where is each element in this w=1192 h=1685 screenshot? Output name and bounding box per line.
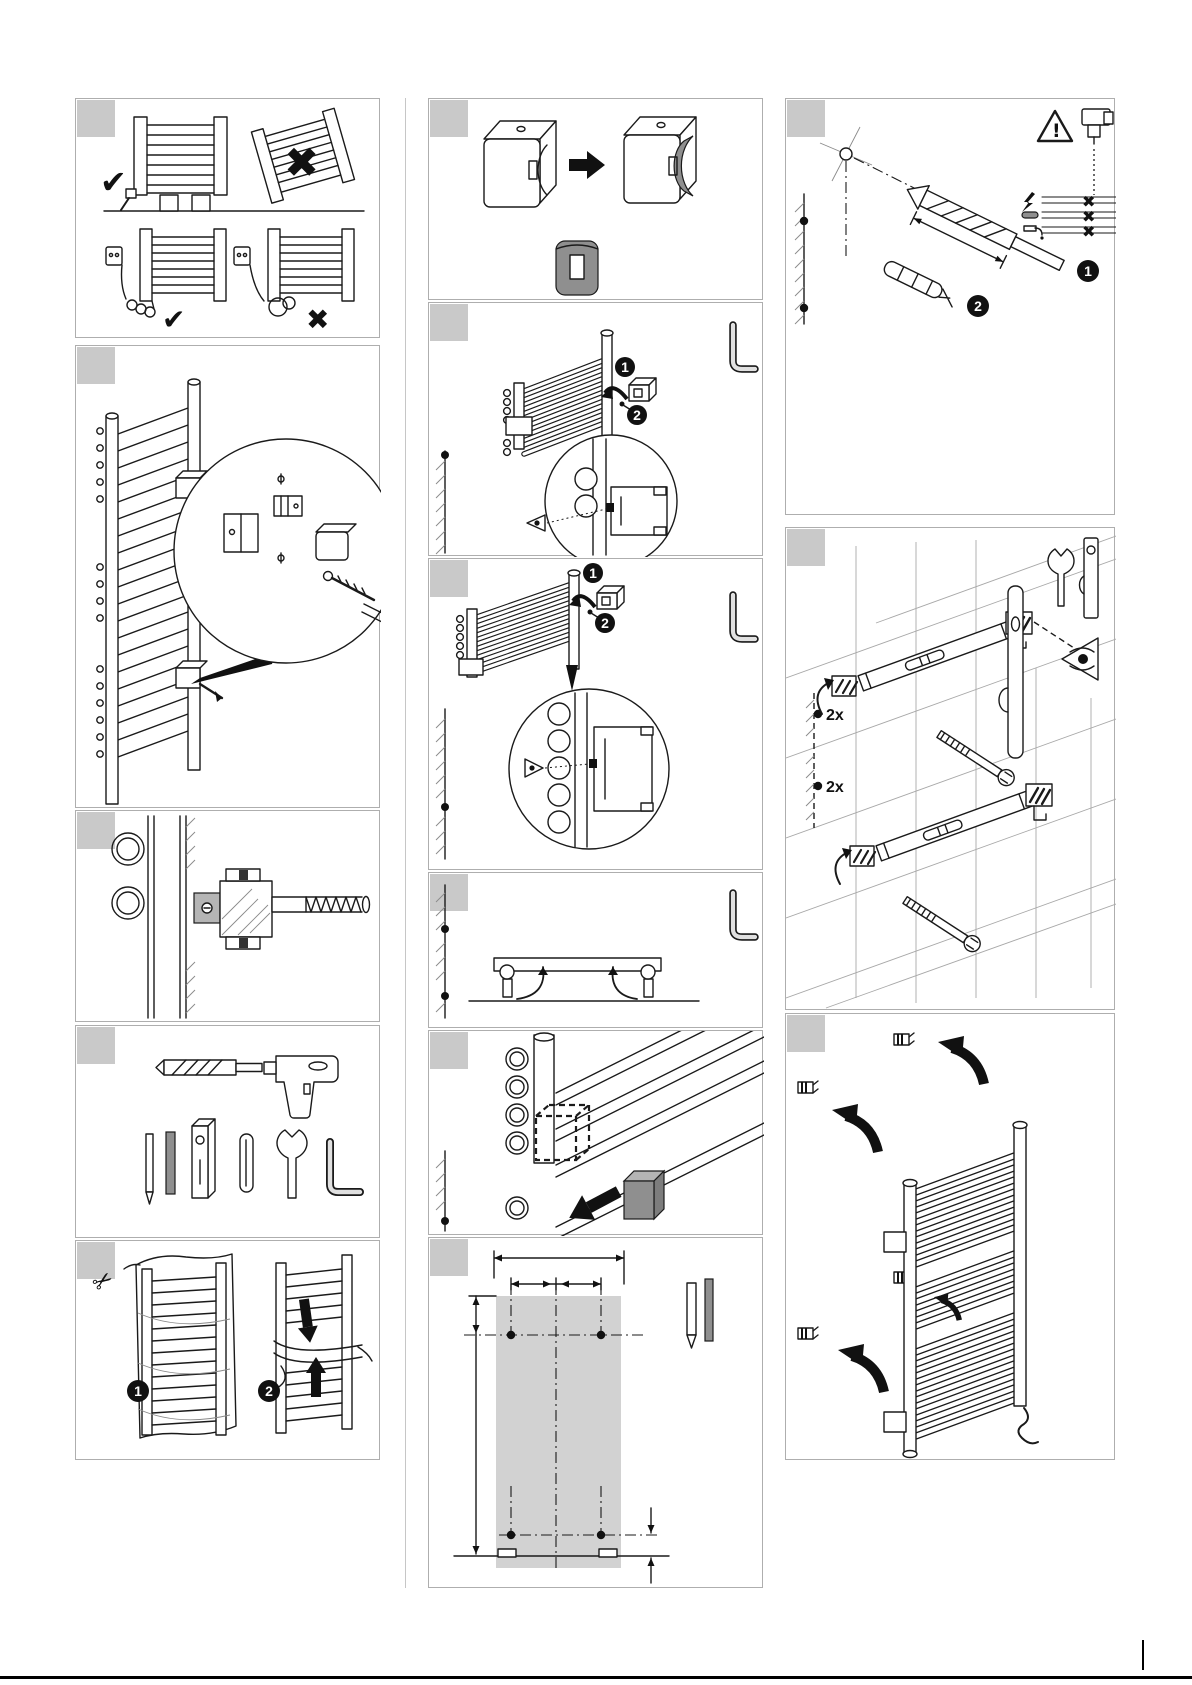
- footer-tick: [1142, 1640, 1144, 1670]
- file-icon: [705, 1279, 713, 1341]
- quantity-label: 2x: [826, 779, 844, 796]
- upper-rail: [818, 612, 1033, 714]
- drill-bit-icon: [156, 1060, 262, 1075]
- gas-line-icon: [1022, 212, 1038, 218]
- svg-text:2: 2: [601, 615, 609, 631]
- wall-edge-mark: [436, 709, 449, 859]
- svg-text:2: 2: [974, 298, 982, 314]
- panel-cover-cap: [428, 98, 763, 300]
- wrench-icon: [277, 1130, 307, 1198]
- pencil-icon: [687, 1283, 696, 1348]
- pencil-icon: [146, 1134, 153, 1204]
- panel-unpacking: [75, 1240, 380, 1460]
- radiator-bottom-isometric: [457, 570, 580, 677]
- check-icon: ✔: [100, 163, 127, 201]
- wrapped-radiator-remove: [274, 1255, 372, 1433]
- template-bar-icon: [192, 1119, 215, 1198]
- panel-mount-rails: [785, 527, 1115, 1010]
- detail-circle-top-view: [545, 435, 677, 557]
- power-cord: [1018, 1408, 1038, 1443]
- svg-text:2: 2: [633, 407, 641, 423]
- drill-icon: [264, 1056, 338, 1118]
- step-2-badge: [967, 295, 989, 317]
- cross-icon: ✖: [1082, 207, 1096, 226]
- wall-hatch-grid: [786, 536, 1116, 1008]
- handle-stick-icon: [240, 1134, 253, 1192]
- gray-shell-piece: [556, 241, 598, 295]
- cover-half-open: [484, 121, 556, 207]
- panel-cross-section: [75, 810, 380, 1022]
- electric-line-icon: [1022, 192, 1035, 212]
- assemble-arrow: [569, 151, 605, 179]
- column-divider-line: [405, 98, 406, 1588]
- panel-bracket-parts: [75, 345, 380, 808]
- allen-key-icon: [733, 595, 755, 639]
- quantity-label: 2x: [826, 707, 844, 724]
- fixing-quantity-marks: [806, 693, 844, 828]
- step-1-badge: [615, 357, 635, 377]
- step-1-badge: [127, 1380, 149, 1402]
- bracket-piece: [597, 586, 624, 609]
- level-tool-icon: [1079, 538, 1098, 618]
- wall-screw-and-dowel: [272, 897, 370, 913]
- radiator-side-view: [469, 958, 699, 1001]
- panel-upper-bracket: [428, 302, 763, 556]
- svg-text:1: 1: [621, 359, 629, 375]
- panel-hang-radiator: [785, 1013, 1115, 1460]
- cross-icon: ✖: [284, 138, 320, 187]
- pivot-arrows: [517, 967, 637, 999]
- panel-drill-dowel: [785, 98, 1115, 515]
- lower-screw: [901, 893, 984, 954]
- cross-icon: ✖: [1082, 222, 1096, 241]
- wrapped-radiator-cut: [124, 1254, 236, 1438]
- radiator-upright: [121, 117, 227, 211]
- cover-half-closed: [624, 117, 696, 203]
- panel-pivot-alignment: [428, 872, 763, 1028]
- pull-down-arrow: [294, 1298, 320, 1344]
- panel-drilling-template: [428, 1237, 763, 1588]
- cross-icon: ✖: [306, 303, 330, 336]
- step-1-badge: [583, 563, 603, 583]
- zoom-wedge: [566, 665, 578, 691]
- panel-lower-bracket: [428, 558, 763, 870]
- drill-down-icon: [1082, 109, 1113, 195]
- bracket-piece: [629, 378, 656, 401]
- panel-tools: [75, 1025, 380, 1238]
- allen-key-icon: [733, 893, 755, 937]
- scissors-icon: ✂: [86, 1264, 120, 1299]
- wall-edge-mark: [436, 885, 449, 1018]
- wall-edge-mark: [436, 1151, 449, 1231]
- svg-text:1: 1: [589, 565, 597, 581]
- svg-text:1: 1: [134, 1383, 142, 1399]
- gray-cover-block: [624, 1171, 664, 1219]
- tube-wall-section: [148, 816, 195, 1018]
- bracket-section: [194, 869, 272, 949]
- step-2-badge: [627, 405, 647, 425]
- svg-text:1: 1: [1084, 263, 1092, 279]
- panel-cover-block: [428, 1030, 763, 1235]
- wall-edge-mark: [795, 194, 808, 324]
- slide-arrow: [563, 1179, 626, 1230]
- step-2-badge: [595, 613, 615, 633]
- step-1-badge: [1077, 260, 1099, 282]
- panel-upright-handling: [75, 98, 380, 338]
- wall-plug-dowel: [882, 259, 959, 307]
- file-icon: [166, 1132, 175, 1194]
- radiator-isometric: [884, 1122, 1027, 1458]
- cover-clips: [798, 1033, 914, 1339]
- allen-key-icon: [733, 325, 755, 369]
- detail-circle-exploded-parts: [174, 439, 381, 663]
- pull-up-arrow: [306, 1357, 326, 1397]
- radiator-tangled-cable: [234, 229, 354, 316]
- svg-text:2: 2: [265, 1383, 273, 1399]
- warning-triangle-icon: [1038, 111, 1072, 142]
- water-line-icon: [1024, 226, 1044, 240]
- footer-rule: [0, 1676, 1192, 1679]
- no-drilling-into-lines-icons: [1022, 192, 1116, 241]
- tube-rings: [112, 833, 144, 919]
- svg-text:!: !: [1052, 120, 1061, 142]
- cross-icon: ✖: [1082, 192, 1096, 211]
- check-icon: ✔: [162, 303, 186, 336]
- step-2-badge: [258, 1380, 280, 1402]
- wall-edge-mark: [436, 451, 449, 554]
- allen-key-icon: [330, 1142, 360, 1192]
- wrench-icon: [1048, 549, 1074, 606]
- vertical-rail: [999, 586, 1023, 758]
- eye-view-symbol: [1034, 622, 1098, 680]
